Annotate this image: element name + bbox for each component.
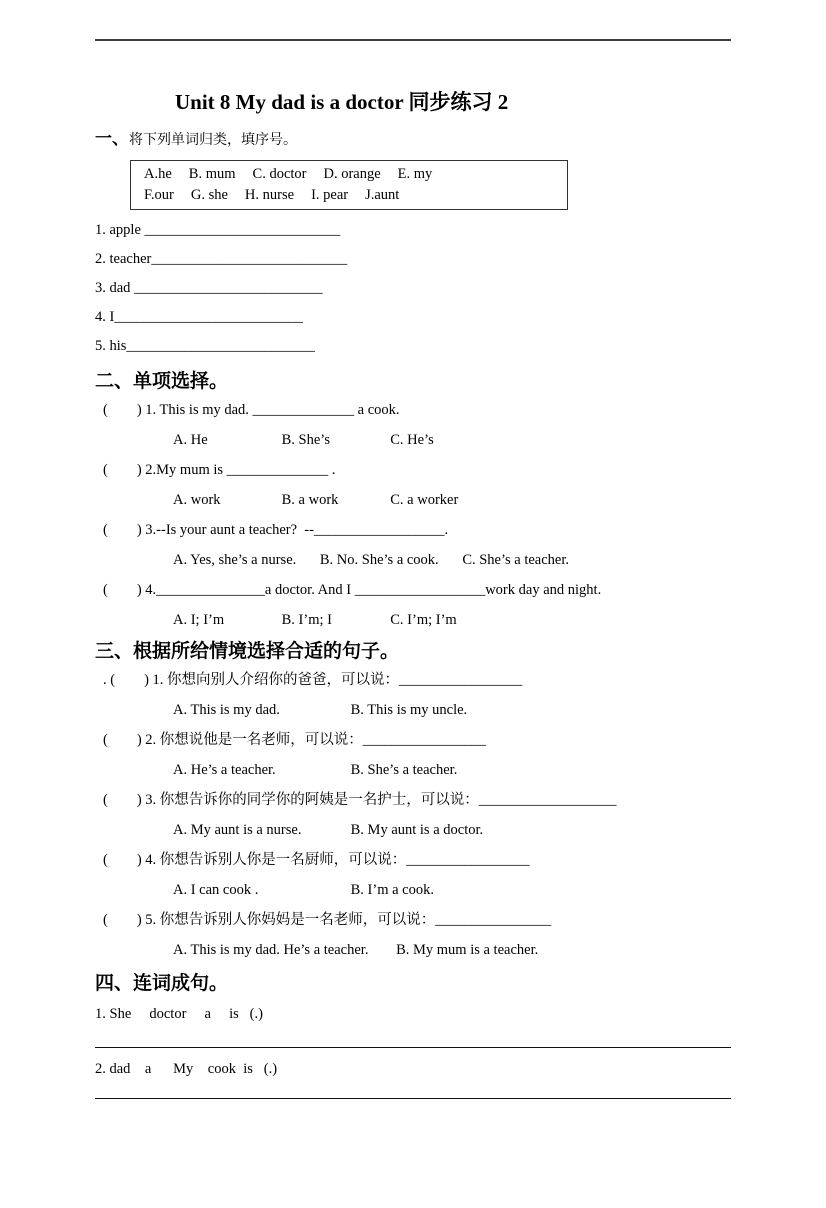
options-row: [95, 875, 731, 905]
options-row: [95, 815, 731, 845]
option: B. She’s a teacher.: [350, 762, 458, 778]
unscramble-item: 1. She doctor a is (.): [95, 1006, 263, 1022]
answer-line: [95, 1047, 731, 1048]
section4-number: 四、: [95, 973, 134, 994]
section3-heading: [95, 639, 731, 665]
section2-questions: [95, 395, 731, 635]
classification-item: 4. I__________________________: [95, 309, 303, 325]
option: A. This is my dad.: [173, 702, 280, 718]
worksheet-page: [0, 39, 826, 1099]
section3-number: 三、: [95, 641, 134, 662]
options-row: [95, 605, 731, 635]
section3-heading-text: 根据所给情境选择合适的句子。: [133, 641, 400, 662]
section2-heading: [95, 369, 731, 395]
option: C. He’s: [390, 432, 434, 448]
option: A. Yes, she’s a nurse.: [173, 552, 297, 568]
answer-line: [95, 1098, 731, 1099]
question: ( ) 4._______________a doctor. And I __________________work day and night.: [103, 582, 602, 598]
section1-number: 一、: [95, 129, 129, 148]
option: A. I; I’m: [173, 612, 225, 628]
word-bank-item: I. pear: [311, 187, 349, 203]
option: B. This is my uncle.: [350, 702, 468, 718]
option: B. I’m a cook.: [350, 882, 434, 898]
option: B. a work: [281, 492, 339, 508]
section4-heading: [95, 971, 731, 997]
question: ( ) 4. 你想告诉别人你是一名厨师，可以说：_________________: [103, 852, 530, 868]
options-row: [95, 755, 731, 785]
word-bank-row: [144, 185, 561, 206]
word-bank-row: [144, 164, 561, 185]
word-bank-item: C. doctor: [252, 166, 307, 182]
classification-item: 5. his__________________________: [95, 338, 315, 354]
question: ( ) 3.--Is your aunt a teacher? --__________________.: [103, 522, 449, 538]
word-bank-item: H. nurse: [244, 187, 295, 203]
option: B. No. She’s a cook.: [319, 552, 439, 568]
options-row: [95, 935, 731, 965]
option: A. This is my dad. He’s a teacher.: [173, 942, 369, 958]
classification-item: 1. apple ___________________________: [95, 222, 341, 238]
question: ( ) 2.My mum is ______________ .: [103, 462, 336, 478]
section4-heading-text: 连词成句。: [133, 973, 229, 994]
section1-heading-text: 将下列单词归类，填序号。: [129, 133, 297, 148]
option: A. My aunt is a nurse.: [173, 822, 302, 838]
option: A. He: [173, 432, 208, 448]
question: ( ) 1. This is my dad. ______________ a cook.: [103, 402, 400, 418]
top-rule: [95, 39, 731, 41]
word-bank-item: D. orange: [323, 166, 381, 182]
word-bank-item: J.aunt: [365, 187, 400, 203]
option: B. She’s: [281, 432, 330, 448]
options-row: [95, 425, 731, 455]
word-bank-item: A.he: [144, 166, 172, 182]
option: A. work: [173, 492, 221, 508]
word-bank-item: F.our: [144, 187, 174, 203]
question: ( ) 5. 你想告诉别人你妈妈是一名老师，可以说：________________: [103, 912, 552, 928]
option: C. I’m; I’m: [390, 612, 457, 628]
page-title: Unit 8 My dad is a doctor 同步练习 2: [175, 90, 509, 114]
section1-items: [95, 216, 731, 361]
word-bank: [130, 160, 568, 210]
classification-item: 2. teacher___________________________: [95, 251, 348, 267]
option: C. She’s a teacher.: [462, 552, 570, 568]
section1-heading: [95, 129, 731, 151]
section2-heading-text: 单项选择。: [133, 371, 229, 392]
word-bank-item: B. mum: [188, 166, 236, 182]
options-row: [95, 545, 731, 575]
question: ( ) 3. 你想告诉你的同学你的阿姨是一名护士，可以说：___________________: [103, 792, 617, 808]
option: B. My aunt is a doctor.: [350, 822, 484, 838]
option: A. I can cook .: [173, 882, 259, 898]
options-row: [95, 695, 731, 725]
word-bank-item: E. my: [397, 166, 433, 182]
word-bank-item: G. she: [190, 187, 228, 203]
question: ( ) 2. 你想说他是一名老师，可以说：_________________: [103, 732, 487, 748]
option: C. a worker: [390, 492, 459, 508]
classification-item: 3. dad __________________________: [95, 280, 323, 296]
unscramble-item: 2. dad a My cook is (.): [95, 1061, 278, 1077]
options-row: [95, 485, 731, 515]
question: . ( ) 1. 你想向别人介绍你的爸爸，可以说：_________________: [103, 672, 523, 688]
option: B. I’m; I: [281, 612, 332, 628]
option: A. He’s a teacher.: [173, 762, 276, 778]
option: B. My mum is a teacher.: [396, 942, 539, 958]
section3-questions: [95, 665, 731, 965]
section2-number: 二、: [95, 371, 134, 392]
